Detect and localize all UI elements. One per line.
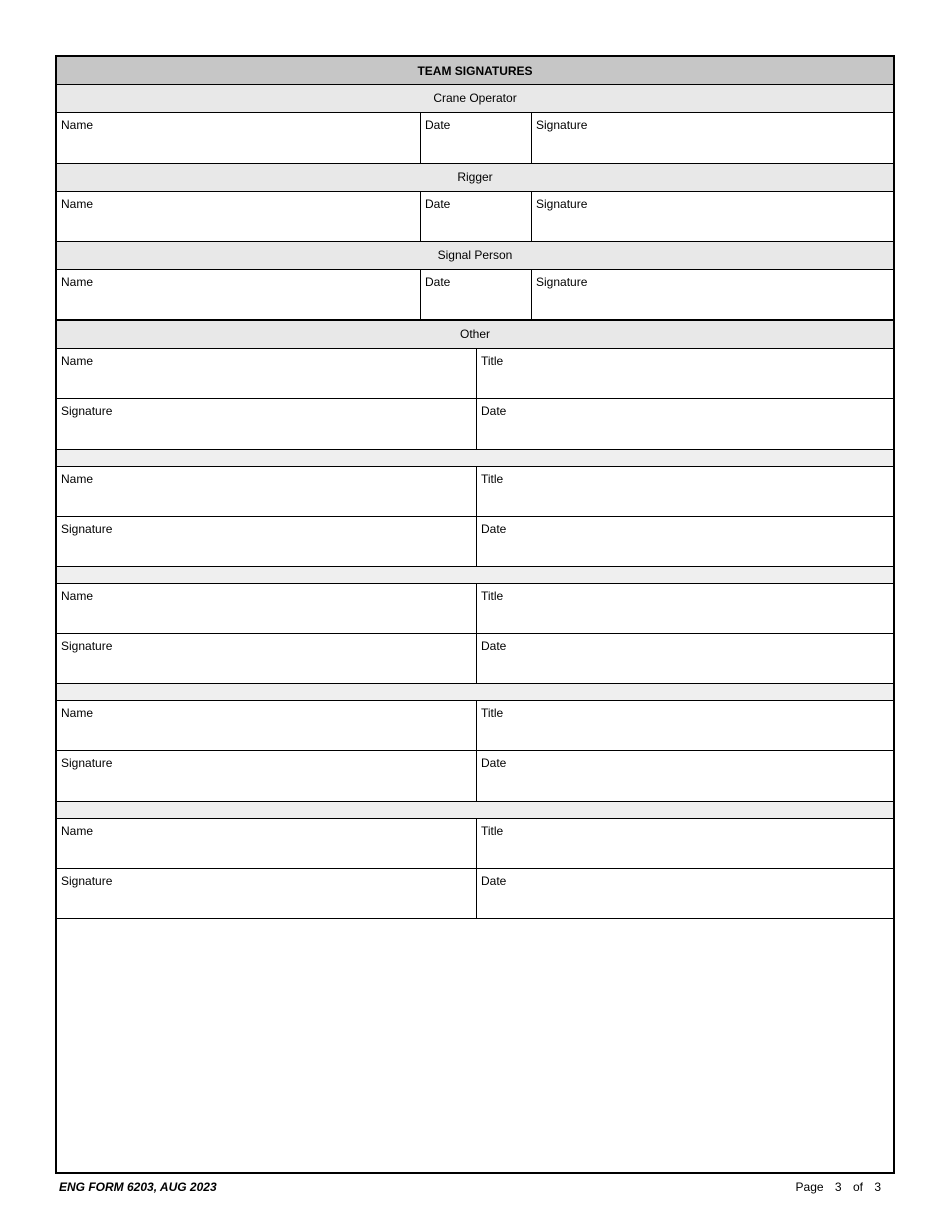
section-heading-other: Other: [57, 321, 893, 349]
other-4-signature-field[interactable]: Signature: [61, 756, 113, 770]
page-current: 3: [834, 1180, 842, 1194]
other-3-date-field[interactable]: Date: [476, 634, 893, 683]
other-block-4-row-1: [57, 701, 893, 751]
other-block-2-row-1: [57, 467, 893, 517]
other-2-title-field[interactable]: Title: [476, 467, 893, 516]
block-separator: [57, 684, 893, 701]
crane-operator-date-field[interactable]: Date: [420, 113, 531, 163]
crane-operator-signature-field[interactable]: Signature: [531, 113, 893, 163]
other-1-date-field[interactable]: Date: [476, 399, 893, 449]
other-5-name-field[interactable]: Name: [61, 824, 94, 838]
form-identifier: ENG FORM 6203, AUG 2023: [59, 1180, 217, 1194]
rigger-date-field[interactable]: Date: [420, 192, 531, 241]
other-block-1-row-2: [57, 399, 893, 450]
block-separator: [57, 802, 893, 819]
other-1-signature-field[interactable]: Signature: [61, 404, 113, 418]
other-1-title-field[interactable]: Title: [476, 349, 893, 398]
other-2-signature-field[interactable]: Signature: [61, 522, 113, 536]
crane-operator-name-field[interactable]: Name: [61, 118, 94, 132]
other-4-title-field[interactable]: Title: [476, 701, 893, 750]
block-separator: [57, 450, 893, 467]
signal-person-date-field[interactable]: Date: [420, 270, 531, 319]
signal-person-signature-field[interactable]: Signature: [531, 270, 893, 319]
other-block-1-row-1: [57, 349, 893, 399]
other-block-5-row-1: [57, 819, 893, 869]
page-number: [792, 1180, 881, 1194]
signal-person-name-field[interactable]: Name: [61, 275, 94, 289]
page-label: Page: [795, 1180, 824, 1194]
team-signatures-form: [55, 55, 895, 1174]
section-heading-crane-operator: Crane Operator: [57, 85, 893, 113]
signal-person-row: [57, 270, 893, 321]
other-block-4-row-2: [57, 751, 893, 802]
section-heading-rigger: Rigger: [57, 164, 893, 192]
other-block-2-row-2: [57, 517, 893, 567]
other-5-title-field[interactable]: Title: [476, 819, 893, 868]
other-2-date-field[interactable]: Date: [476, 517, 893, 566]
rigger-name-field[interactable]: Name: [61, 197, 94, 211]
rigger-row: [57, 192, 893, 242]
other-5-signature-field[interactable]: Signature: [61, 874, 113, 888]
crane-operator-row: [57, 113, 893, 164]
other-block-5-row-2: [57, 869, 893, 919]
page-total: 3: [874, 1180, 881, 1194]
other-block-3-row-1: [57, 584, 893, 634]
page-of: of: [852, 1180, 863, 1194]
other-4-date-field[interactable]: Date: [476, 751, 893, 801]
blank-area: [57, 919, 893, 1172]
rigger-signature-field[interactable]: Signature: [531, 192, 893, 241]
section-heading-signal-person: Signal Person: [57, 242, 893, 270]
other-5-date-field[interactable]: Date: [476, 869, 893, 918]
form-title: TEAM SIGNATURES: [57, 57, 893, 85]
other-4-name-field[interactable]: Name: [61, 706, 94, 720]
other-2-name-field[interactable]: Name: [61, 472, 94, 486]
other-block-3-row-2: [57, 634, 893, 684]
block-separator: [57, 567, 893, 584]
other-3-title-field[interactable]: Title: [476, 584, 893, 633]
other-3-signature-field[interactable]: Signature: [61, 639, 113, 653]
other-1-name-field[interactable]: Name: [61, 354, 94, 368]
other-3-name-field[interactable]: Name: [61, 589, 94, 603]
